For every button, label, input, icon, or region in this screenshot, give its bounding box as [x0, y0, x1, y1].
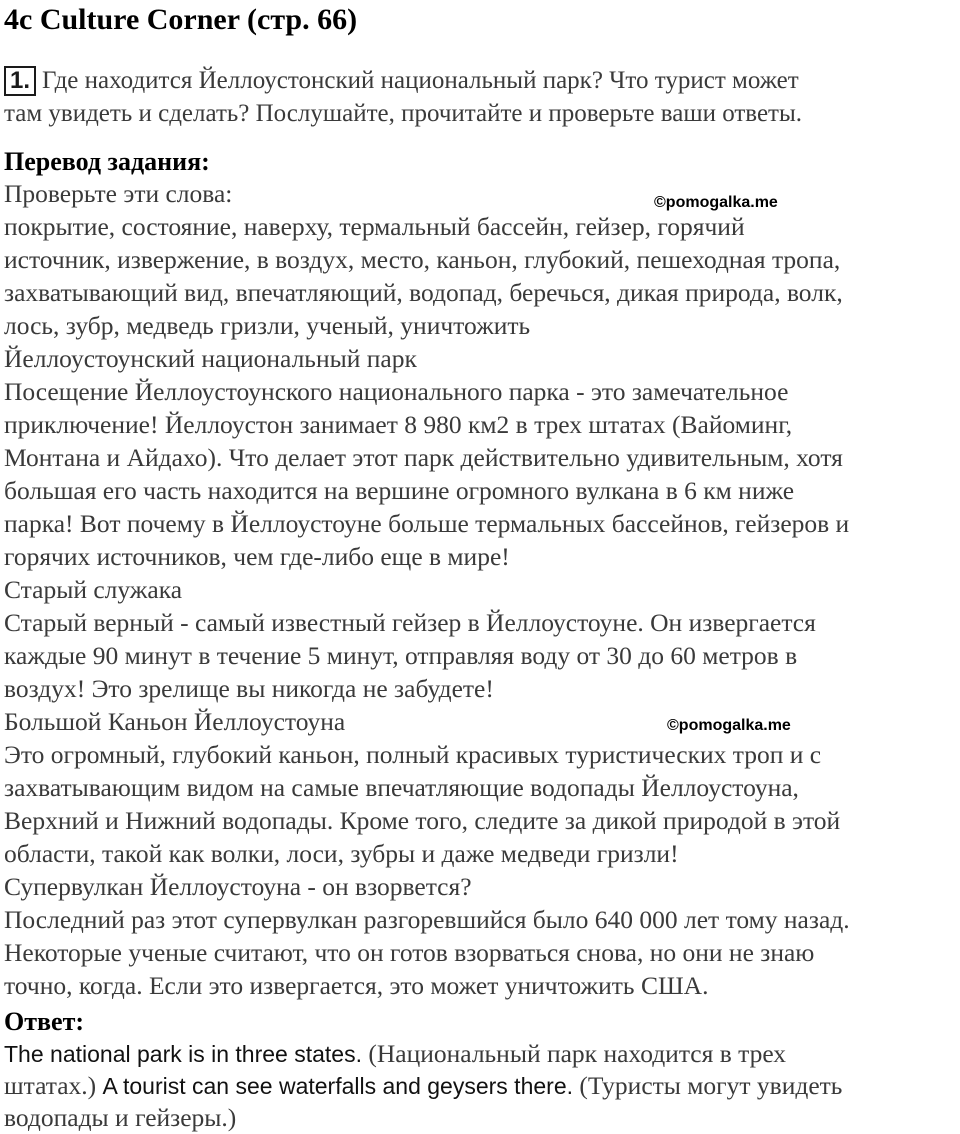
answer-english-2: A tourist can see waterfalls and geysers there. [96, 1073, 573, 1099]
task-number-box: 1. [4, 66, 36, 96]
answer-line-2 [4, 1070, 960, 1102]
body-line: воздух! Это зрелище вы никогда не забудете! [4, 674, 494, 703]
section-heading-old-faithful: Старый служака [4, 575, 183, 604]
answer-russian-1: (Национальный парк находится в трех [361, 1039, 787, 1068]
answer-line-3 [4, 1102, 960, 1134]
body-line: источник, извержение, в воздух, место, каньон, глубокий, пешеходная тропа, [4, 245, 841, 274]
body-line: Монтана и Айдахо). Что делает этот парк действительно удивительным, хотя [4, 443, 843, 472]
answer-heading: Ответ: [4, 1007, 85, 1036]
translation-body [4, 177, 960, 1002]
body-line: горячих источников, чем где-либо еще в мире! [4, 542, 510, 571]
body-line: парка! Вот почему в Йеллоустоуне больше термальных бассейнов, гейзеров и [4, 509, 850, 538]
body-line: покрытие, состояние, наверху, термальный бассейн, гейзер, горячий [4, 212, 745, 241]
body-line: захватывающим видом на самые впечатляющие водопады Йеллоустоуна, [4, 773, 799, 802]
body-line: каждые 90 минут в течение 5 минут, отправляя воду от 30 до 60 метров в [4, 641, 798, 670]
watermark-top: ©pomogalka.me [654, 194, 778, 211]
body-line: Посещение Йеллоустоунского национального парка - это замечательное [4, 377, 789, 406]
section-heading-park: Йеллоустоунский национальный парк [4, 344, 417, 373]
answer-russian-2: штатах.) [4, 1071, 97, 1100]
body-line: Последний раз этот супервулкан разгоревшийся было 640 000 лет тому назад. [4, 905, 850, 934]
watermark-middle: ©pomogalka.me [667, 717, 791, 734]
body-line: Это огромный, глубокий каньон, полный красивых туристических троп и с [4, 740, 822, 769]
body-line: захватывающий вид, впечатляющий, водопад, беречься, дикая природа, волк, [4, 278, 843, 307]
section-heading-supervolcano: Супервулкан Йеллоустоуна - он взорвется? [4, 872, 472, 901]
page-title: 4c Culture Corner (стр. 66) [4, 3, 358, 36]
body-line: лось, зубр, медведь гризли, ученый, уничтожить [4, 311, 531, 340]
answer-russian-3: (Туристы могут увидеть [573, 1071, 843, 1100]
task-statement [4, 64, 960, 130]
translation-heading: Перевод задания: [4, 147, 210, 176]
body-line: точно, когда. Если это извергается, это может уничтожить США. [4, 971, 709, 1000]
body-line: большая его часть находится на вершине огромного вулкана в 6 км ниже [4, 476, 795, 505]
body-line: приключение! Йеллоустон занимает 8 980 км2 в трех штатах (Вайоминг, [4, 410, 793, 439]
answer-english-1: The national park is in three states. [4, 1041, 362, 1067]
task-text-line-1: Где находится Йеллоустонский национальный парк? Что турист может [42, 67, 799, 94]
body-line: области, такой как волки, лоси, зубры и даже медведи гризли! [4, 839, 679, 868]
answer-russian-4: водопады и гейзеры.) [4, 1103, 237, 1132]
body-line: Проверьте эти слова: [4, 179, 233, 208]
body-line: Старый верный - самый известный гейзер в Йеллоустоуне. Он извергается [4, 608, 816, 637]
section-heading-canyon: Большой Каньон Йеллоустоуна [4, 707, 346, 736]
body-line: Верхний и Нижний водопады. Кроме того, следите за дикой природой в этой [4, 806, 841, 835]
body-line: Некоторые ученые считают, что он готов взорваться снова, но они не знаю [4, 938, 815, 967]
answer-line-1 [4, 1038, 960, 1070]
answer-body [4, 1038, 960, 1134]
task-text-line-2: там увидеть и сделать? Послушайте, прочитайте и проверьте ваши ответы. [4, 100, 803, 127]
